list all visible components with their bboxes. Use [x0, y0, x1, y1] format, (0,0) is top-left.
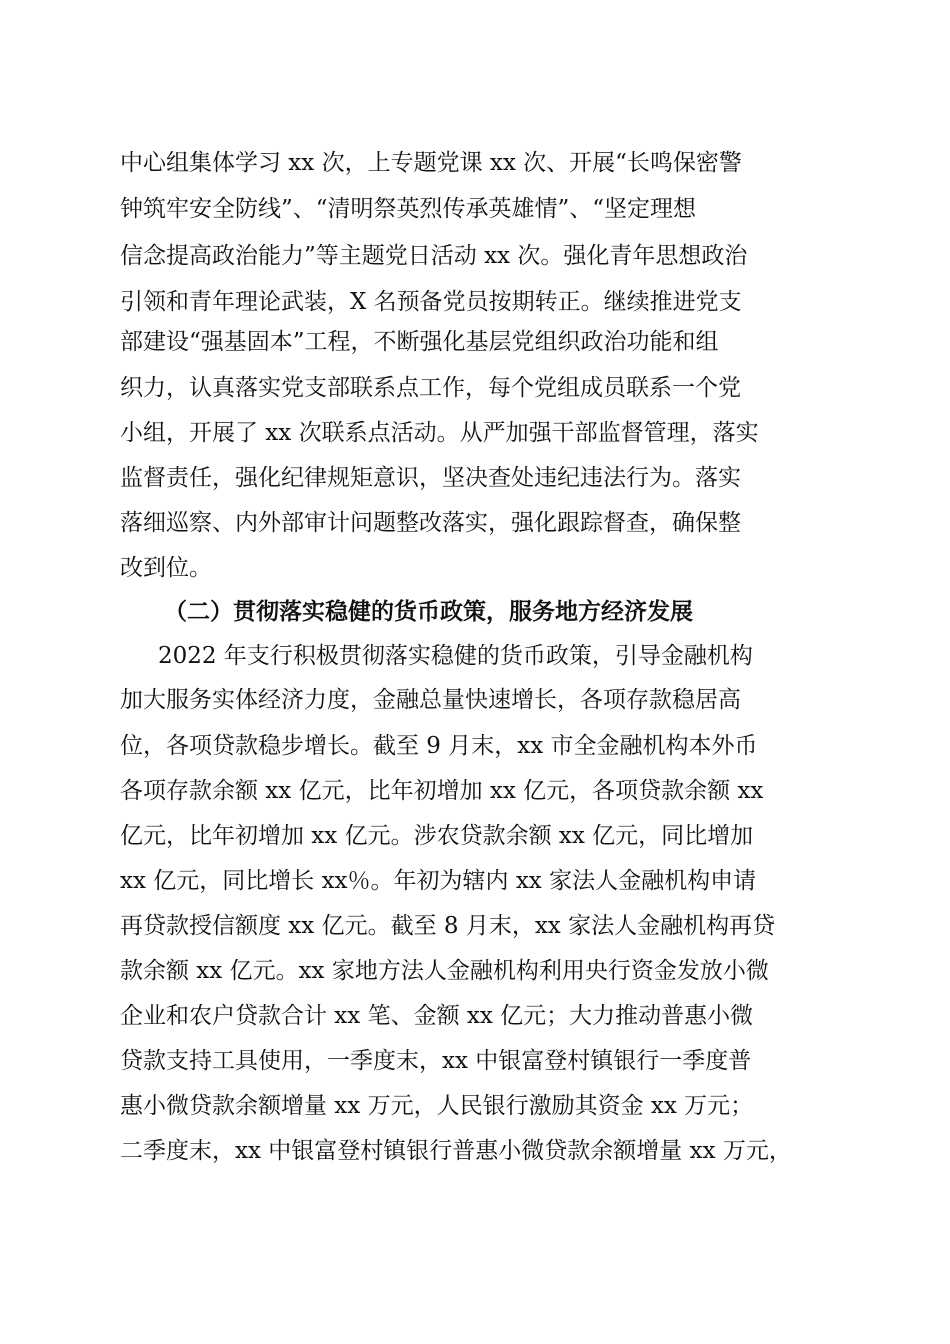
- paragraph-line: 惠小微贷款余额增量 xx 万元，人民银行激励其资金 xx 万元；: [120, 1093, 754, 1119]
- paragraph-line: 再贷款授信额度 xx 亿元。截至 8 月末，xx 家法人金融机构再贷: [120, 913, 776, 939]
- paragraph-line: 改到位。: [120, 555, 212, 581]
- paragraph-line: 监督责任，强化纪律规矩意识，坚决查处违纪违法行为。落实: [120, 465, 741, 491]
- paragraph-line: 小组，开展了 xx 次联系点活动。从严加强干部监督管理，落实: [120, 420, 759, 446]
- paragraph-line: 落细巡察、内外部审计问题整改落实，强化跟踪督查，确保整: [120, 510, 741, 536]
- paragraph-line: 位，各项贷款稳步增长。截至 9 月末，xx 市全金融机构本外币: [120, 733, 758, 759]
- paragraph-line: 贷款支持工具使用，一季度末，xx 中银富登村镇银行一季度普: [120, 1048, 752, 1074]
- paragraph-line: 部建设“强基固本”工程，不断强化基层党组织政治功能和组: [120, 329, 719, 355]
- paragraph-line: 织力，认真落实党支部联系点工作，每个党组成员联系一个党: [120, 375, 741, 401]
- paragraph-line: 2022 年支行积极贯彻落实稳健的货币政策，引导金融机构: [158, 643, 753, 669]
- paragraph-line: 二季度末，xx 中银富登村镇银行普惠小微贷款余额增量 xx 万元，: [120, 1138, 792, 1164]
- paragraph-line: 亿元，比年初增加 xx 亿元。涉农贷款余额 xx 亿元，同比增加: [120, 823, 754, 849]
- paragraph-line: 引领和青年理论武装，X 名预备党员按期转正。继续推进党支: [120, 289, 742, 315]
- paragraph-line: xx 亿元，同比增长 xx％。年初为辖内 xx 家法人金融机构申请: [120, 868, 757, 894]
- paragraph-line: 企业和农户贷款合计 xx 笔、金额 xx 亿元；大力推动普惠小微: [120, 1003, 754, 1029]
- paragraph-line: 加大服务实体经济力度，金融总量快速增长，各项存款稳居高: [120, 687, 741, 713]
- section-heading: （二）贯彻落实稳健的货币政策，服务地方经济发展: [164, 599, 693, 625]
- paragraph-line: 中心组集体学习 xx 次，上专题党课 xx 次、开展“长鸣保密警: [120, 150, 742, 176]
- paragraph-line: 款余额 xx 亿元。xx 家地方法人金融机构利用央行资金发放小微: [120, 958, 769, 984]
- paragraph-line: 信念提高政治能力”等主题党日活动 xx 次。强化青年思想政治: [120, 243, 748, 269]
- paragraph-line: 各项存款余额 xx 亿元，比年初增加 xx 亿元，各项贷款余额 xx: [120, 778, 764, 804]
- paragraph-line: 钟筑牢安全防线”、“清明祭英烈传承英雄情”、“坚定理想: [120, 196, 697, 222]
